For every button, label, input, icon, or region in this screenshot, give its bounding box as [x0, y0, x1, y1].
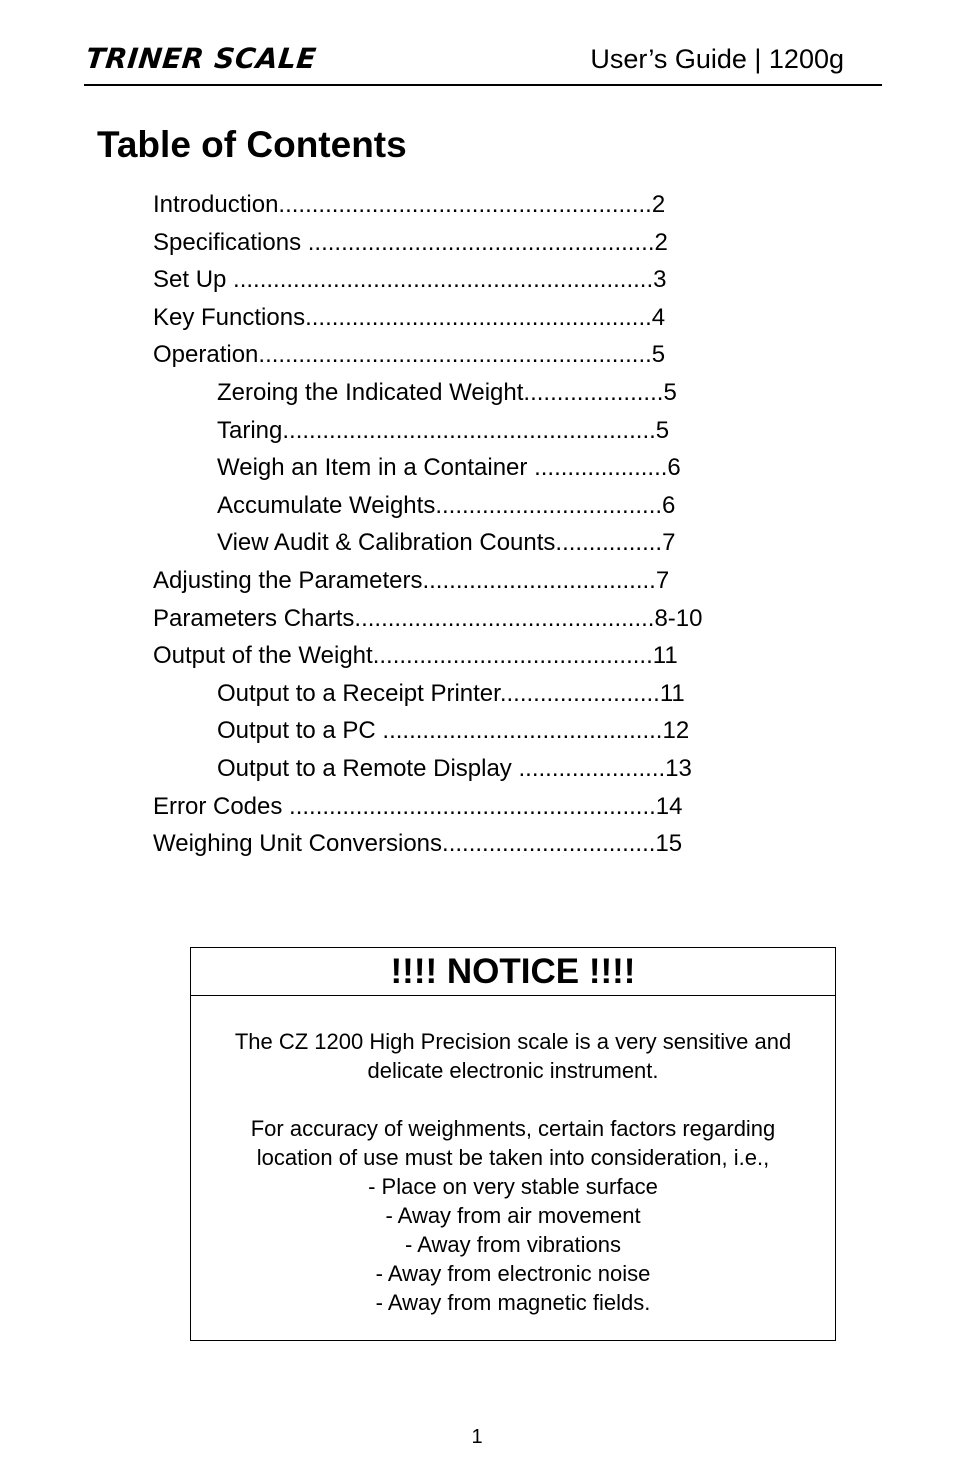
toc-entry-parameters-charts: Parameters Charts.............................................8-10	[153, 604, 703, 632]
toc-entry-adjusting-parameters: Adjusting the Parameters...................................7	[153, 566, 670, 594]
toc-entry-unit-conversions: Weighing Unit Conversions................................15	[153, 830, 683, 858]
toc-entry-specifications: Specifications ....................................................2	[153, 228, 668, 256]
toc-entry-receipt-printer: Output to a Receipt Printer........................11	[217, 679, 685, 707]
notice-list-item: - Away from air movement	[385, 1203, 641, 1228]
notice-list-item: - Place on very stable surface	[368, 1174, 658, 1199]
brand-logo-text: TRINER SCALE	[84, 42, 319, 75]
notice-body	[191, 996, 835, 1317]
notice-text-line: The CZ 1200 High Precision scale is a very sensitive and	[234, 1029, 792, 1054]
notice-list-item: - Away from vibrations	[404, 1232, 621, 1257]
document-label: User’s Guide | 1200g	[590, 44, 844, 74]
notice-title: !!!! NOTICE !!!!	[191, 948, 835, 996]
toc-entry-key-functions: Key Functions....................................................4	[153, 303, 666, 331]
toc-entry-accumulate-weights: Accumulate Weights..................................6	[217, 491, 676, 519]
toc-entry-output-weight: Output of the Weight..........................................11	[153, 642, 678, 670]
toc-entry-zeroing: Zeroing the Indicated Weight.....................5	[217, 378, 677, 406]
notice-text-line: delicate electronic instrument.	[367, 1058, 659, 1083]
page-header	[84, 40, 882, 86]
notice-box	[190, 947, 836, 1341]
paragraph-spacer	[191, 1085, 835, 1114]
toc-entry-operation: Operation...........................................................5	[153, 341, 666, 369]
notice-text-line: location of use must be taken into consideration, i.e.,	[256, 1145, 770, 1170]
toc-entry-error-codes: Error Codes .......................................................14	[153, 792, 683, 820]
page-number: 1	[471, 1426, 483, 1448]
toc-title: Table of Contents	[97, 124, 407, 165]
toc-entry-taring: Taring........................................................5	[217, 416, 670, 444]
notice-list-item: - Away from electronic noise	[375, 1261, 651, 1286]
toc-entry-set-up: Set Up ...............................................................3	[153, 266, 667, 294]
toc-entry-weigh-container: Weigh an Item in a Container ....................6	[217, 454, 681, 482]
toc-entry-remote-display: Output to a Remote Display ......................13	[217, 754, 692, 782]
notice-text-line: For accuracy of weighments, certain factors regarding	[250, 1116, 776, 1141]
toc-entry-audit-calibration: View Audit & Calibration Counts................7	[217, 529, 676, 557]
toc-entry-output-pc: Output to a PC ..........................................12	[217, 717, 690, 745]
table-of-contents	[153, 186, 703, 863]
notice-list-item: - Away from magnetic fields.	[375, 1290, 651, 1315]
toc-entry-introduction: Introduction........................................................2	[153, 191, 666, 218]
